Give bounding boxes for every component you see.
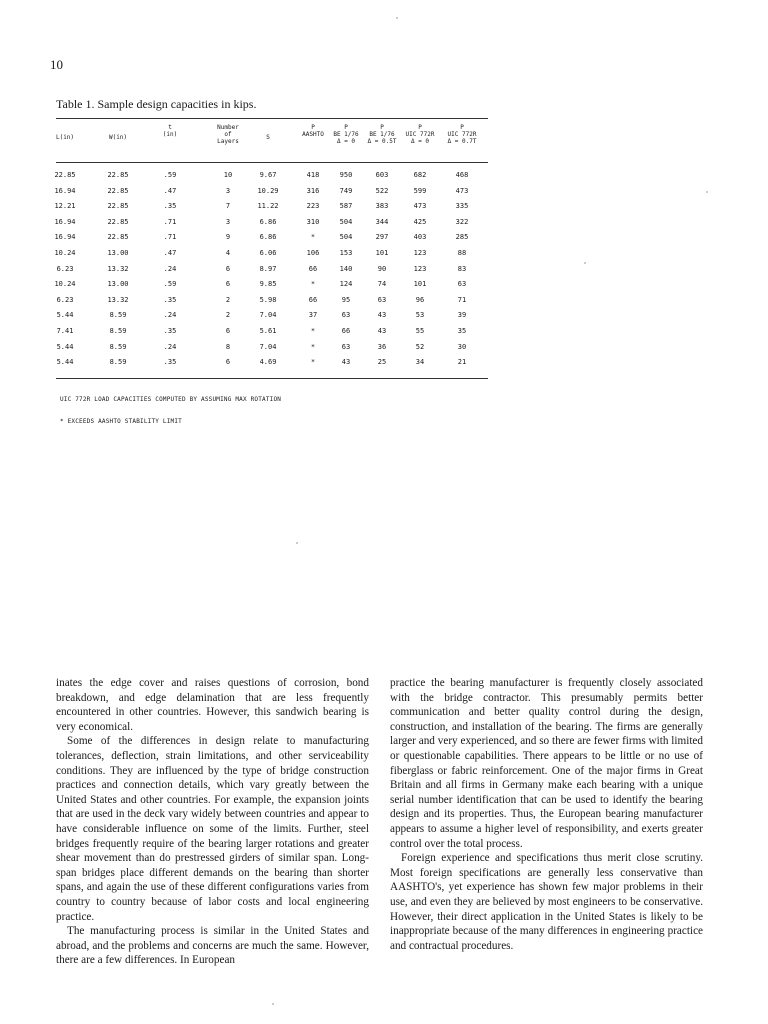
table-cell: 403 [413, 233, 427, 242]
scan-speck [706, 191, 708, 193]
table-cell: 90 [377, 264, 387, 273]
column-header-line: P [460, 124, 464, 131]
table-cell: 66 [308, 295, 318, 304]
column-header [398, 124, 442, 145]
table-cell: 3 [225, 217, 231, 226]
table-cell: 10.29 [257, 186, 279, 195]
table-cell: .24 [163, 264, 177, 273]
table-cell: 310 [306, 217, 320, 226]
table-cell: 22.85 [107, 217, 129, 226]
table-footnote-stability: * EXCEEDS AASHTO STABILITY LIMIT [60, 418, 182, 425]
table-cell: 52 [415, 342, 425, 351]
table-cell: .35 [163, 327, 177, 335]
table-cell: 2 [225, 311, 231, 320]
table-cell: 21 [457, 358, 467, 367]
body-right-column [390, 676, 703, 953]
table-cell: 344 [375, 217, 389, 226]
table-header-rule [56, 162, 488, 163]
table-cell: 599 [413, 186, 427, 195]
table-cell: 106 [306, 249, 320, 257]
table-cell: 5.44 [56, 358, 74, 367]
body-paragraph: Some of the differences in design relate to manufacturing tolerances, deflection, strain limitations, and other serviceability conditions. They are influenced by the type of bridge construction practices and connection details, which vary greatly between the United States and other countries. For example, the expansion joints that are used in the deck vary widely between countries and appear to have considerable influence on some of the limits. Further, steel bridges frequently require of the bearing larger rotations and greater shear movement than do prestressed girders of similar span. Long-span bridges place different demands on the bearing than shorter spans, and again the use of these different configurations varies from country to country because of labor costs and local engineering practice. [56, 735, 369, 923]
table-cell: 425 [413, 217, 427, 226]
table-cell: 316 [306, 186, 320, 195]
column-header-line: Δ = 0 [336, 138, 356, 145]
table-cell: 83 [457, 264, 467, 273]
table-cell: 749 [339, 186, 353, 195]
column-header-line: BE 1/76 [333, 131, 359, 138]
table-cell: 6.86 [259, 233, 277, 242]
table-cell: 473 [413, 202, 427, 211]
table-cell: 5.98 [259, 295, 277, 304]
table-cell: .47 [163, 249, 177, 257]
table-cell: * [310, 342, 316, 351]
column-header-line: S [266, 134, 270, 141]
table-cell: 504 [339, 217, 353, 226]
column-header [206, 124, 250, 145]
table-cell: 35 [457, 327, 467, 335]
table-footnote-uic: UIC 772R LOAD CAPACITIES COMPUTED BY ASSUMING MAX ROTATION [60, 396, 282, 403]
column-header-line: AASHTO [302, 131, 324, 138]
body-paragraph: inates the edge cover and raises questions of corrosion, bond breakdown, and edge delamination that are less frequently encountered in other countries. However, this sandwich bearing is very economical. [56, 677, 369, 733]
table-cell: .35 [163, 358, 177, 367]
table-cell: 101 [375, 249, 389, 257]
column-header-line: UIC 772R [447, 131, 477, 138]
scan-speck [272, 1003, 274, 1005]
table-cell: * [310, 233, 316, 242]
table-cell: 63 [341, 311, 351, 320]
table-cell: .71 [163, 233, 177, 242]
table-cell: 335 [455, 202, 469, 211]
table-cell: 682 [413, 171, 427, 179]
body-left-column [56, 676, 369, 968]
column-header-line: Δ = 0 [410, 138, 430, 145]
column-header-line: P [344, 124, 348, 131]
table-cell: 95 [341, 295, 351, 304]
table-cell: 101 [413, 280, 427, 289]
table-cell: .24 [163, 342, 177, 351]
table-cell: 25 [377, 358, 387, 367]
column-header-line: Δ = 0.7T [447, 138, 477, 145]
table-cell: * [310, 327, 316, 335]
table-cell: 22.85 [107, 186, 129, 195]
table-cell: 6 [225, 280, 231, 289]
table-cell: 6 [225, 264, 231, 273]
table-cell: 34 [415, 358, 425, 367]
table-cell: 16.94 [54, 186, 76, 195]
table-cell: .71 [163, 217, 177, 226]
table-cell: 5.61 [259, 327, 277, 335]
table-cell: 53 [415, 311, 425, 320]
table-cell: 13.32 [107, 295, 129, 304]
table-cell: 43 [377, 311, 387, 320]
table-cell: .35 [163, 295, 177, 304]
table-cell: 468 [455, 171, 469, 179]
column-header-line: L(in) [55, 134, 75, 141]
table-cell: 10.24 [54, 280, 76, 289]
table-cell: 950 [339, 171, 353, 179]
table-cell: * [310, 280, 316, 289]
table-cell: 6 [225, 327, 231, 335]
table-cell: 7.04 [259, 342, 277, 351]
table-cell: .47 [163, 186, 177, 195]
table-cell: 603 [375, 171, 389, 179]
table-cell: 74 [377, 280, 387, 289]
table-cell: 66 [308, 264, 318, 273]
column-header-line: Δ = 0.5T [367, 138, 397, 145]
table-cell: 9 [225, 233, 231, 242]
table-cell: 7 [225, 202, 231, 211]
table-cell: 8.59 [109, 342, 127, 351]
column-header [43, 134, 87, 141]
table-cell: 8.59 [109, 327, 127, 335]
table-cell: 6.23 [56, 295, 74, 304]
table-cell: 6.06 [259, 249, 277, 257]
column-header [246, 134, 290, 141]
table-cell: 63 [377, 295, 387, 304]
column-header-line: of [224, 131, 232, 138]
table-cell: 504 [339, 233, 353, 242]
table-cell: 2 [225, 295, 231, 304]
table-cell: 13.00 [107, 249, 129, 257]
table-cell: 153 [339, 249, 353, 257]
table-cell: .59 [163, 171, 177, 179]
table-cell: 5.44 [56, 311, 74, 320]
table-cell: 22.85 [107, 171, 129, 179]
body-paragraph: The manufacturing process is similar in the United States and abroad, and the problems and concerns are much the same. However, there are a few differences. In European [56, 925, 369, 967]
column-header [440, 124, 484, 145]
body-paragraph: practice the bearing manufacturer is frequently closely associated with the bridge contractor. This presumably permits better communication and better quality control during the design, construction, and installation of the bearing. The firms are generally larger and very experienced, and so there are fewer firms with limited or questionable capabilities. There appears to be little or no use of fiberglass or fabric reinforcement. One of the major firms in Great Britain and all firms in Germany make each bearing with a unique serial number identification that can be used to identify the bearing design and its properties. Thus, the European bearing manufacturer appears to assume a higher level of responsibility, and exerts greater control over the total process. [390, 677, 703, 850]
table-cell: 63 [341, 342, 351, 351]
table-cell: 8 [225, 342, 231, 351]
table-cell: 124 [339, 280, 353, 289]
table-cell: 297 [375, 233, 389, 242]
table-cell: 123 [413, 249, 427, 257]
table-cell: 140 [339, 264, 353, 273]
body-paragraph: Foreign experience and specifications thus merit close scrutiny. Most foreign specifications are generally less conservative than AASHTO's, yet experience has shown few major problems in their use, and even they are believed by most engineers to be conservative. However, their direct application in the United States is likely to be inappropriate because of the many differences in engineering practice and contractual procedures. [390, 852, 703, 952]
table-cell: 13.32 [107, 264, 129, 273]
table-caption: Table 1. Sample design capacities in kips. [56, 97, 257, 111]
table-cell: 473 [455, 186, 469, 195]
table-bottom-rule [56, 378, 488, 379]
scan-speck [584, 262, 586, 264]
column-header [148, 124, 192, 138]
table-cell: 383 [375, 202, 389, 211]
column-header-line: W(in) [108, 134, 128, 141]
table-cell: 8.97 [259, 264, 277, 273]
column-header-line: Layers [217, 138, 239, 145]
table-cell: 4.69 [259, 358, 277, 367]
table-cell: 123 [413, 264, 427, 273]
table-cell: 71 [457, 295, 467, 304]
table-cell: 66 [341, 327, 351, 335]
table-cell: 55 [415, 327, 425, 335]
table-cell: * [310, 358, 316, 367]
column-header-line: P [380, 124, 384, 131]
column-header-line: (in) [162, 131, 178, 138]
table-cell: 30 [457, 342, 467, 351]
table-cell: .24 [163, 311, 177, 320]
table-cell: 13.00 [107, 280, 129, 289]
page-number: 10 [50, 57, 63, 72]
column-header-line: P [418, 124, 422, 131]
table-cell: 9.67 [259, 171, 277, 179]
table-cell: 9.85 [259, 280, 277, 289]
table-cell: 11.22 [257, 202, 279, 211]
table-cell: 4 [225, 249, 231, 257]
table-cell: 43 [341, 358, 351, 367]
table-cell: 16.94 [54, 217, 76, 226]
table-cell: 6 [225, 358, 231, 367]
table-cell: 5.44 [56, 342, 74, 351]
scan-speck [396, 17, 398, 19]
table-cell: 22.85 [54, 171, 76, 179]
table-cell: 285 [455, 233, 469, 242]
table-cell: 587 [339, 202, 353, 211]
table-cell: 10 [223, 171, 233, 179]
table-cell: 43 [377, 327, 387, 335]
table-cell: 37 [308, 311, 318, 320]
table-cell: 22.85 [107, 202, 129, 211]
table-cell: .59 [163, 280, 177, 289]
table-cell: 12.21 [54, 202, 76, 211]
table-cell: 6.86 [259, 217, 277, 226]
table-cell: 88 [457, 249, 467, 257]
table-cell: 322 [455, 217, 469, 226]
column-header-line: t [168, 124, 172, 131]
table-cell: 522 [375, 186, 389, 195]
table-cell: 63 [457, 280, 467, 289]
column-header [96, 134, 140, 141]
table-cell: 418 [306, 171, 320, 179]
table-cell: 10.24 [54, 249, 76, 257]
column-header-line: UIC 772R [405, 131, 435, 138]
table-cell: 7.41 [56, 327, 74, 335]
table-cell: 36 [377, 342, 387, 351]
table-cell: 3 [225, 186, 231, 195]
column-header-line: P [311, 124, 315, 131]
table-cell: 22.85 [107, 233, 129, 242]
column-header-line: Number [217, 124, 239, 131]
table-cell: .35 [163, 202, 177, 211]
scan-speck [296, 542, 298, 544]
table-cell: 16.94 [54, 233, 76, 242]
table-cell: 6.23 [56, 264, 74, 273]
table-cell: 39 [457, 311, 467, 320]
table-cell: 96 [415, 295, 425, 304]
table-cell: 223 [306, 202, 320, 211]
table-cell: 8.59 [109, 311, 127, 320]
column-header-line: BE 1/76 [369, 131, 395, 138]
table-cell: 7.04 [259, 311, 277, 320]
table-top-rule [56, 118, 488, 119]
table-cell: 8.59 [109, 358, 127, 367]
